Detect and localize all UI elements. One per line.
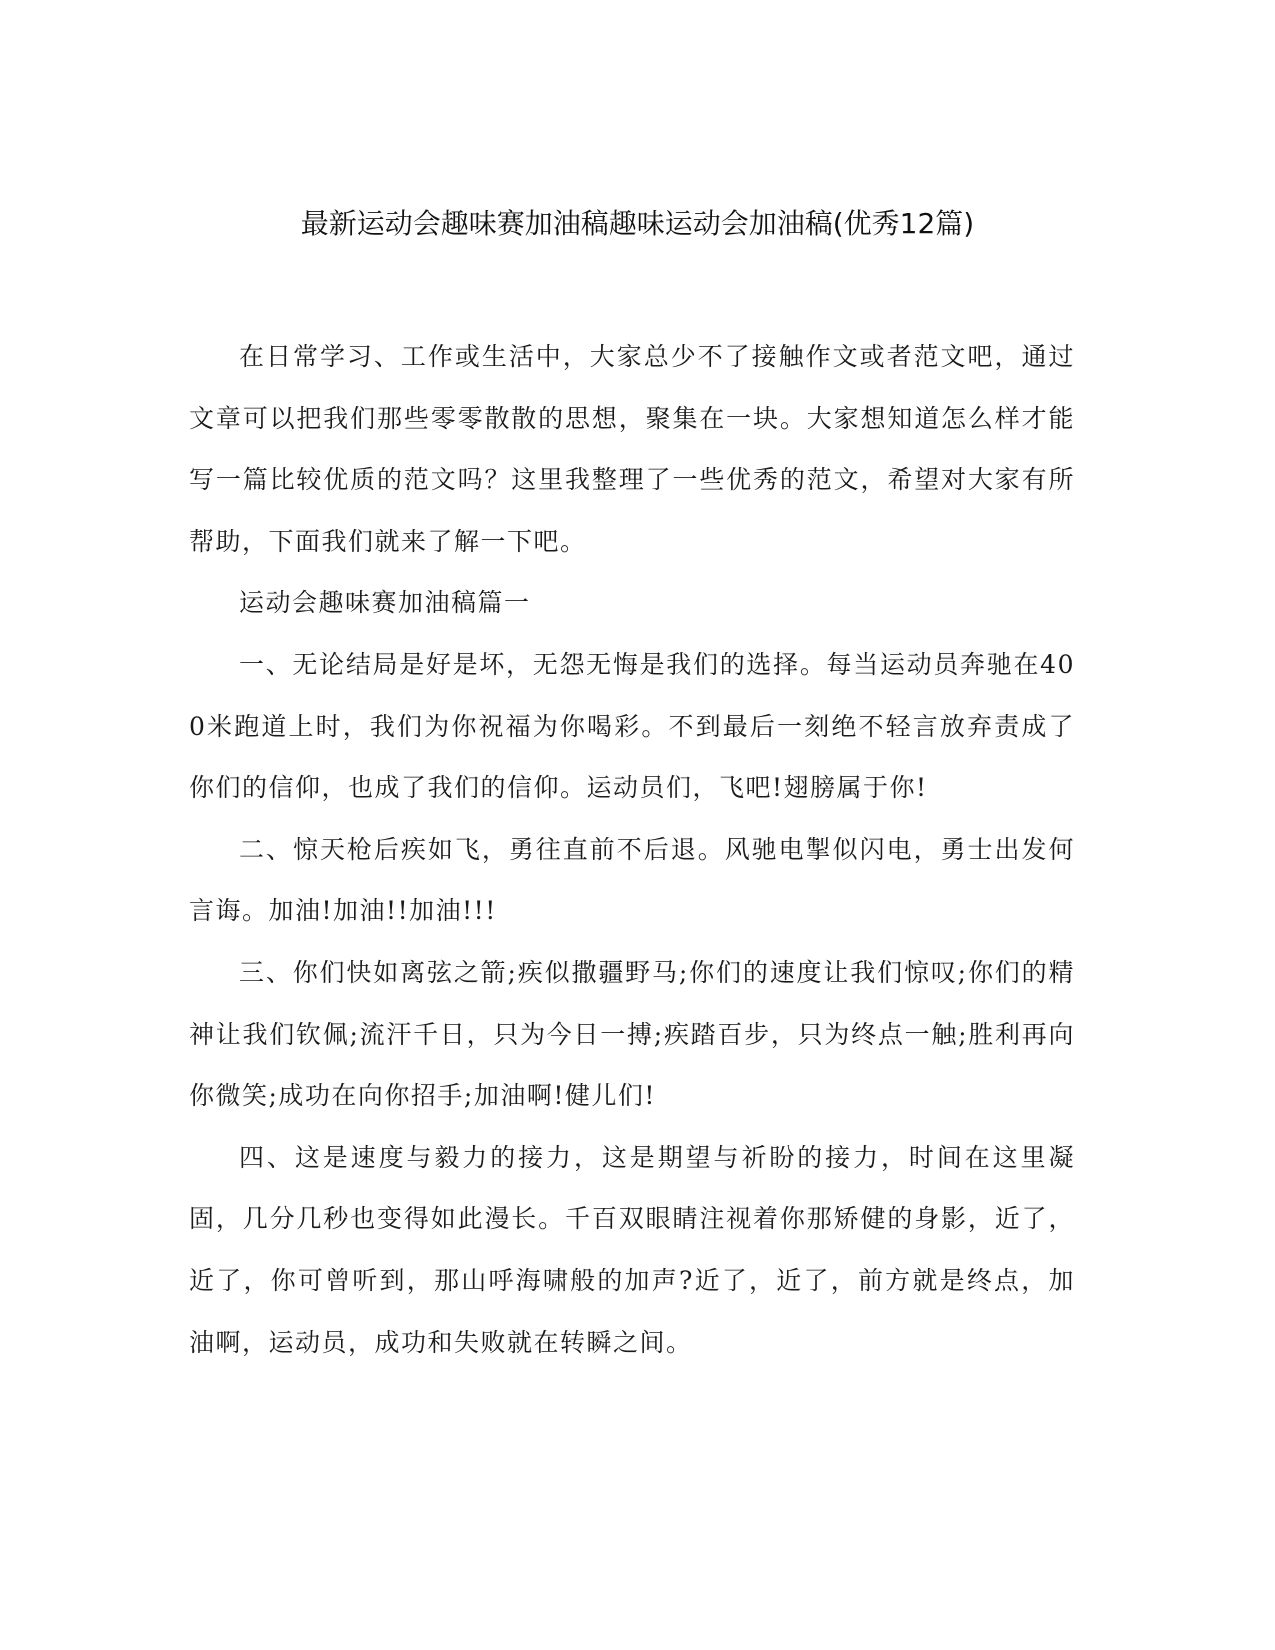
cheer-paragraph-2: 二、惊天枪后疾如飞，勇往直前不后退。风驰电掣似闪电，勇士出发何言诲。加油!加油!!加油!!! — [189, 834, 1075, 926]
document-title: 最新运动会趣味赛加油稿趣味运动会加油稿(优秀12篇) — [300, 207, 975, 240]
intro-paragraph: 在日常学习、工作或生活中，大家总少不了接触作文或者范文吧，通过文章可以把我们那些零零散散的思想，聚集在一块。大家想知道怎么样才能写一篇比较优质的范文吗？这里我整理了一些优秀的范文，希望对大家有所帮助，下面我们就来了解一下吧。 — [189, 342, 1075, 556]
cheer-paragraph-1: 一、无论结局是好是坏，无怨无悔是我们的选择。每当运动员奔驰在400米跑道上时，我们为你祝福为你喝彩。不到最后一刻绝不轻言放弃责成了你们的信仰，也成了我们的信仰。运动员们，飞吧!翅膀属于你! — [189, 649, 1075, 803]
cheer-paragraph-4: 四、这是速度与毅力的接力，这是期望与祈盼的接力，时间在这里凝固，几分几秒也变得如此漫长。千百双眼睛注视着你那矫健的身影，近了，近了，你可曾听到，那山呼海啸般的加声?近了，近了，前方就是终点，加油啊，运动员，成功和失败就在转瞬之间。 — [189, 1142, 1075, 1357]
cheer-paragraph-3: 三、你们快如离弦之箭;疾似撒疆野马;你们的速度让我们惊叹;你们的精神让我们钦佩;流汗千日，只为今日一搏;疾踏百步，只为终点一触;胜利再向你微笑;成功在向你招手;加油啊!健儿们! — [189, 957, 1075, 1111]
section-heading: 运动会趣味赛加油稿篇一 — [239, 588, 531, 618]
document-body — [189, 326, 1075, 1373]
